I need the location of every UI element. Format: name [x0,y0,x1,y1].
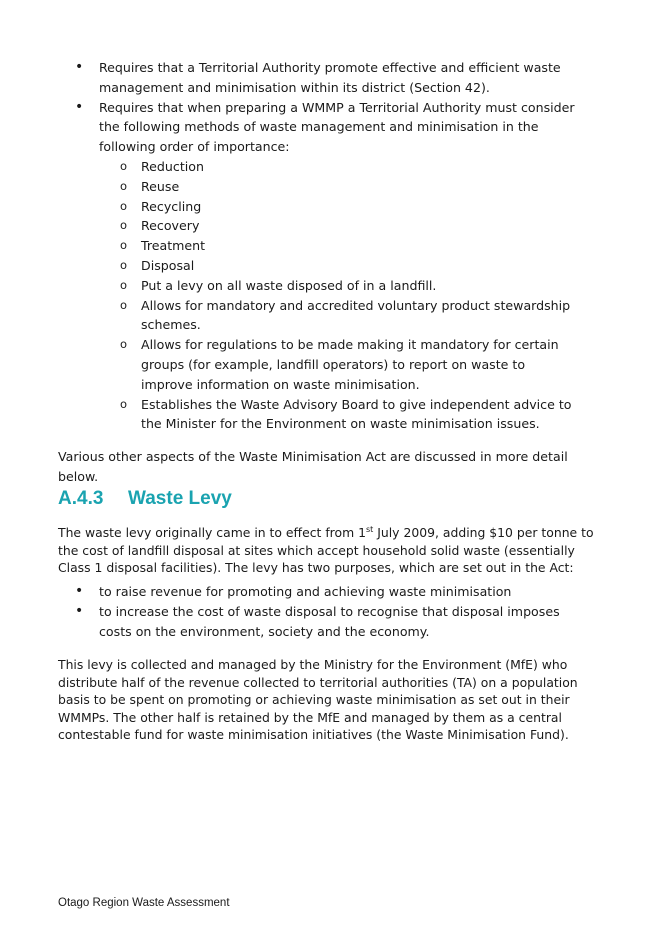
sub-list-item: o Put a levy on all waste disposed of in a landfill. [99,276,578,296]
sub-list-item: o Disposal [99,256,578,276]
page-footer: Otago Region Waste Assessment [58,897,230,909]
section-title: Waste Levy [128,488,232,509]
list-item-text: Requires that a Territorial Authority promote effective and efficient waste management and minimisation within its district (Section 42). [99,60,561,95]
waste-hierarchy-list [99,157,578,434]
sub-list-item: o Recovery [99,216,578,236]
list-item-text: Requires that when preparing a WMMP a Territorial Authority must consider the following methods of waste management and minimisation in the following order of importance: [99,99,575,155]
requirements-list [58,58,578,434]
levy-purposes-list [58,582,578,641]
sub-list-item: o Allows for mandatory and accredited voluntary product stewardship schemes. [99,296,578,336]
list-item: • to increase the cost of waste disposal to recognise that disposal imposes costs on the environment, society and the economy. [58,602,578,642]
sub-list-item: o Recycling [99,197,578,217]
sub-list-item: o Reduction [99,157,578,177]
paragraph-various: Various other aspects of the Waste Minimisation Act are discussed in more detail below. [58,449,568,484]
list-item: • to raise revenue for promoting and achieving waste minimisation [58,582,578,602]
sub-list-item: o Reuse [99,177,578,197]
sub-list-item: o Treatment [99,236,578,256]
section-number: A.4.3 [58,488,104,509]
ordinal-suffix: st [365,524,374,534]
section-heading [58,488,232,510]
list-item [58,58,578,98]
paragraph-collected: This levy is collected and managed by the Ministry for the Environment (MfE) who distribute half of the revenue collected to territorial authorities (TA) on a population basis to be spent on promoting or achieving waste minimisation as set out in their WMMPs. The other half is retained by the MfE and managed by them as a central contestable fund for waste minimisation initiatives (the Waste Minimisation Fund). [58,657,578,743]
sub-list-item: o Allows for regulations to be made making it mandatory for certain groups (for example, landfill operators) to report on waste to improve information on waste minimisation. [99,335,578,394]
sub-list-item: o Establishes the Waste Advisory Board to give independent advice to the Minister for the Environment on waste minimisation issues. [99,395,578,435]
levy-intro-paragraph: The waste levy originally came in to effect from 1st July 2009, adding $10 per tonne to the cost of landfill disposal at sites which accept household solid waste (essentially Class 1 disposal facilities). The levy has two purposes, which are set out in the Act: [58,524,594,576]
list-item [58,98,578,435]
